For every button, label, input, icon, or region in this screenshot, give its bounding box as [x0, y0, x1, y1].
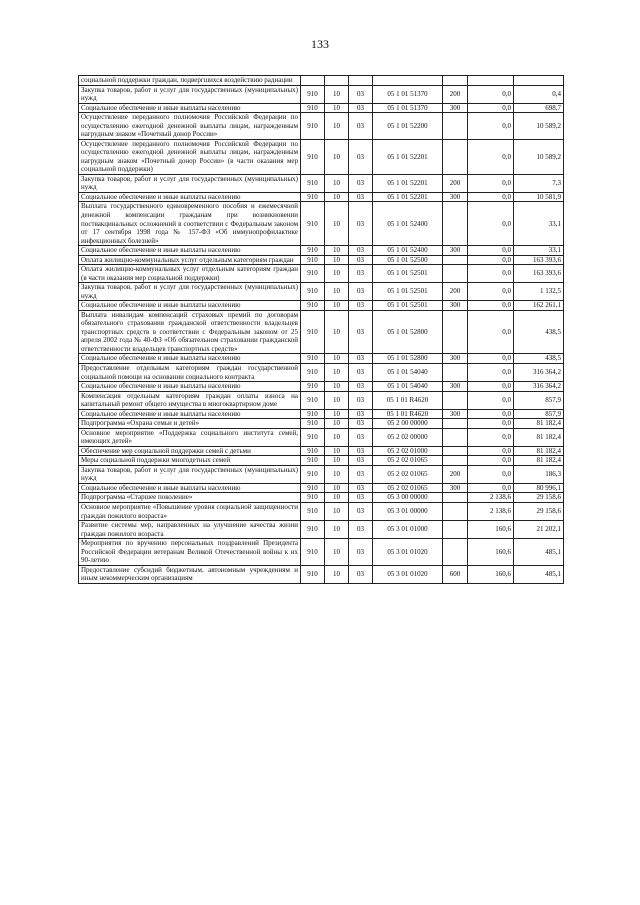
row-name: Подпрограмма «Охрана семьи и детей»	[79, 419, 301, 429]
amount-change: 0,0	[468, 103, 514, 113]
target-article-code: 05 2 02 01000	[373, 446, 443, 456]
amount-total: 438,5	[514, 310, 564, 354]
section-code: 10	[325, 246, 349, 256]
ved-code	[301, 76, 325, 86]
expense-type-code	[443, 76, 468, 86]
expense-type-code	[443, 364, 468, 382]
expense-type-code: 300	[443, 409, 468, 419]
amount-change	[468, 76, 514, 86]
expense-type-code	[443, 310, 468, 354]
row-name: Предоставление отдельным категориям граждан государственной социальной помощи на основании социального контракта	[79, 364, 301, 382]
amount-change: 0,0	[468, 446, 514, 456]
section-code: 10	[325, 409, 349, 419]
table-row	[79, 409, 564, 419]
ved-code: 910	[301, 419, 325, 429]
amount-total: 316 364,2	[514, 382, 564, 392]
row-name: Выплата государственного единовременного пособия и ежемесячной денежной компенсации гражданам при возникновении поствакцинальных осложнений в соответствии с Федеральным законом от 17 сентября 1998 года № 157-ФЗ «Об иммунопрофилактике инфекционных болезней»	[79, 202, 301, 246]
amount-change: 0,0	[468, 428, 514, 446]
section-code: 10	[325, 265, 349, 283]
ved-code: 910	[301, 364, 325, 382]
row-name: Основное мероприятие «Поддержка социального института семей, имеющих детей»	[79, 428, 301, 446]
subsection-code: 03	[349, 539, 373, 566]
subsection-code: 03	[349, 409, 373, 419]
target-article-code: 05 1 01 52501	[373, 283, 443, 301]
amount-change: 0,0	[468, 246, 514, 256]
section-code: 10	[325, 391, 349, 409]
expense-type-code	[443, 539, 468, 566]
section-code	[325, 76, 349, 86]
amount-change: 0,0	[468, 174, 514, 192]
target-article-code: 05 3 01 00000	[373, 502, 443, 520]
row-name: Развитие системы мер, направленных на улучшение качества жизни граждан пожилого возраста	[79, 521, 301, 539]
table-row	[79, 391, 564, 409]
row-name: Закупка товаров, работ и услуг для государственных (муниципальных) нужд	[79, 174, 301, 192]
subsection-code: 03	[349, 246, 373, 256]
row-name: социальной поддержки граждан, подвергшихся воздействию радиации	[79, 76, 301, 86]
row-name: Социальное обеспечение и иные выплаты населению	[79, 382, 301, 392]
target-article-code: 05 1 01 52500	[373, 255, 443, 265]
amount-change: 0,0	[468, 456, 514, 466]
target-article-code: 05 2 00 00000	[373, 419, 443, 429]
ved-code: 910	[301, 103, 325, 113]
table-row	[79, 382, 564, 392]
amount-total: 10 589,2	[514, 139, 564, 174]
subsection-code: 03	[349, 521, 373, 539]
amount-change: 2 138,6	[468, 502, 514, 520]
section-code: 10	[325, 502, 349, 520]
subsection-code: 03	[349, 202, 373, 246]
subsection-code: 03	[349, 364, 373, 382]
subsection-code: 03	[349, 493, 373, 503]
subsection-code	[349, 76, 373, 86]
target-article-code: 05 1 01 52800	[373, 310, 443, 354]
amount-total: 7,3	[514, 174, 564, 192]
amount-total: 29 158,6	[514, 502, 564, 520]
table-row	[79, 192, 564, 202]
section-code: 10	[325, 283, 349, 301]
expense-type-code: 200	[443, 283, 468, 301]
target-article-code: 05 1 01 52201	[373, 139, 443, 174]
amount-total: 0,4	[514, 85, 564, 103]
expense-type-code	[443, 391, 468, 409]
row-name: Социальное обеспечение и иные выплаты населению	[79, 192, 301, 202]
expense-type-code: 200	[443, 465, 468, 483]
amount-total: 857,9	[514, 409, 564, 419]
subsection-code: 03	[349, 502, 373, 520]
subsection-code: 03	[349, 446, 373, 456]
target-article-code: 05 2 02 01065	[373, 483, 443, 493]
ved-code: 910	[301, 539, 325, 566]
amount-total: 33,1	[514, 202, 564, 246]
table-body	[79, 76, 564, 584]
amount-total: 316 364,2	[514, 364, 564, 382]
budget-table	[78, 75, 564, 584]
table-row	[79, 103, 564, 113]
ved-code: 910	[301, 310, 325, 354]
row-name: Социальное обеспечение и иные выплаты населению	[79, 246, 301, 256]
table-row	[79, 521, 564, 539]
section-code: 10	[325, 565, 349, 583]
target-article-code: 05 3 01 01020	[373, 565, 443, 583]
table-row	[79, 265, 564, 283]
expense-type-code	[443, 493, 468, 503]
amount-change: 0,0	[468, 391, 514, 409]
section-code: 10	[325, 483, 349, 493]
row-name: Оплата жилищно-коммунальных услуг отдельным категориям граждан (в части оказания мер социальной поддержки)	[79, 265, 301, 283]
expense-type-code	[443, 456, 468, 466]
amount-change: 0,0	[468, 139, 514, 174]
ved-code: 910	[301, 174, 325, 192]
amount-total: 186,3	[514, 465, 564, 483]
row-name: Социальное обеспечение и иные выплаты населению	[79, 354, 301, 364]
section-code: 10	[325, 174, 349, 192]
section-code: 10	[325, 113, 349, 140]
amount-total: 33,1	[514, 246, 564, 256]
ved-code: 910	[301, 192, 325, 202]
amount-total: 698,7	[514, 103, 564, 113]
amount-change: 0,0	[468, 202, 514, 246]
table-row	[79, 174, 564, 192]
section-code: 10	[325, 85, 349, 103]
section-code: 10	[325, 202, 349, 246]
target-article-code: 05 2 02 00000	[373, 428, 443, 446]
section-code: 10	[325, 521, 349, 539]
expense-type-code	[443, 139, 468, 174]
subsection-code: 03	[349, 391, 373, 409]
amount-total: 857,9	[514, 391, 564, 409]
row-name: Оплата жилищно-коммунальных услуг отдельным категориям граждан	[79, 255, 301, 265]
target-article-code: 05 2 02 01065	[373, 456, 443, 466]
row-name: Осуществление переданного полномочия Российской Федерации по осуществлению ежегодной денежной выплаты лицам, награжденным нагрудным знаком «Почетный донор России» (в части оказания мер социальной поддержки)	[79, 139, 301, 174]
amount-change: 0,0	[468, 192, 514, 202]
amount-change: 0,0	[468, 465, 514, 483]
ved-code: 910	[301, 113, 325, 140]
table-row	[79, 502, 564, 520]
table-row	[79, 139, 564, 174]
row-name: Осуществление переданного полномочия Российской Федерации по осуществлению ежегодной денежной выплаты лицам, награжденным нагрудным знаком «Почетный донор России»	[79, 113, 301, 140]
row-name: Выплата инвалидам компенсаций страховых премий по договорам обязательного страхования гражданской ответственности владельцев транспортных средств в соответствии с Федеральным законом от 25 апреля 2002 года № 40-ФЗ «Об обязательном страховании гражданской ответственности владельцев транспортных средств»	[79, 310, 301, 354]
amount-total: 10 589,2	[514, 113, 564, 140]
expense-type-code: 200	[443, 85, 468, 103]
row-name: Закупка товаров, работ и услуг для государственных (муниципальных) нужд	[79, 85, 301, 103]
section-code: 10	[325, 301, 349, 311]
table-row	[79, 310, 564, 354]
ved-code: 910	[301, 382, 325, 392]
row-name: Закупка товаров, работ и услуг для государственных (муниципальных) нужд	[79, 465, 301, 483]
expense-type-code	[443, 502, 468, 520]
amount-change: 0,0	[468, 113, 514, 140]
amount-total: 10 581,9	[514, 192, 564, 202]
subsection-code: 03	[349, 310, 373, 354]
ved-code: 910	[301, 428, 325, 446]
subsection-code: 03	[349, 456, 373, 466]
row-name: Подпрограмма «Старшее поколение»	[79, 493, 301, 503]
expense-type-code	[443, 428, 468, 446]
table-row	[79, 483, 564, 493]
amount-change: 160,6	[468, 565, 514, 583]
target-article-code: 05 1 01 54040	[373, 382, 443, 392]
subsection-code: 03	[349, 465, 373, 483]
amount-total: 81 182,4	[514, 446, 564, 456]
amount-change: 0,0	[468, 483, 514, 493]
row-name: Закупка товаров, работ и услуг для государственных (муниципальных) нужд	[79, 283, 301, 301]
row-name: Компенсация отдельным категориям граждан оплаты взноса на капитальный ремонт общего имущества в многоквартирном доме	[79, 391, 301, 409]
section-code: 10	[325, 456, 349, 466]
expense-type-code	[443, 446, 468, 456]
expense-type-code: 200	[443, 174, 468, 192]
amount-change: 2 138,6	[468, 493, 514, 503]
subsection-code: 03	[349, 103, 373, 113]
target-article-code: 05 1 01 R4620	[373, 391, 443, 409]
section-code: 10	[325, 428, 349, 446]
ved-code: 910	[301, 521, 325, 539]
table-row	[79, 446, 564, 456]
target-article-code: 05 1 01 R4620	[373, 409, 443, 419]
subsection-code: 03	[349, 483, 373, 493]
table-row	[79, 493, 564, 503]
expense-type-code	[443, 521, 468, 539]
ved-code: 910	[301, 301, 325, 311]
expense-type-code: 300	[443, 483, 468, 493]
expense-type-code	[443, 255, 468, 265]
amount-change: 0,0	[468, 310, 514, 354]
amount-change: 0,0	[468, 283, 514, 301]
table-row	[79, 364, 564, 382]
subsection-code: 03	[349, 419, 373, 429]
target-article-code: 05 1 01 51370	[373, 85, 443, 103]
amount-total: 485,1	[514, 565, 564, 583]
target-article-code: 05 1 01 52400	[373, 202, 443, 246]
section-code: 10	[325, 192, 349, 202]
ved-code: 910	[301, 255, 325, 265]
ved-code: 910	[301, 465, 325, 483]
section-code: 10	[325, 465, 349, 483]
section-code: 10	[325, 364, 349, 382]
ved-code: 910	[301, 502, 325, 520]
amount-total: 162 261,1	[514, 301, 564, 311]
amount-change: 0,0	[468, 265, 514, 283]
row-name: Меры социальной поддержки многодетных семей	[79, 456, 301, 466]
section-code: 10	[325, 139, 349, 174]
amount-total: 80 996,1	[514, 483, 564, 493]
subsection-code: 03	[349, 565, 373, 583]
table-row	[79, 85, 564, 103]
amount-change: 0,0	[468, 85, 514, 103]
ved-code: 910	[301, 493, 325, 503]
section-code: 10	[325, 539, 349, 566]
subsection-code: 03	[349, 192, 373, 202]
row-name: Социальное обеспечение и иные выплаты населению	[79, 103, 301, 113]
table-row	[79, 354, 564, 364]
ved-code: 910	[301, 391, 325, 409]
subsection-code: 03	[349, 428, 373, 446]
amount-total: 163 393,6	[514, 255, 564, 265]
ved-code: 910	[301, 483, 325, 493]
table-row	[79, 76, 564, 86]
target-article-code: 05 1 01 52800	[373, 354, 443, 364]
expense-type-code: 300	[443, 354, 468, 364]
table-row	[79, 539, 564, 566]
amount-change: 0,0	[468, 301, 514, 311]
target-article-code: 05 1 01 52201	[373, 192, 443, 202]
ved-code: 910	[301, 283, 325, 301]
amount-total: 438,5	[514, 354, 564, 364]
table-row	[79, 419, 564, 429]
section-code: 10	[325, 493, 349, 503]
expense-type-code: 300	[443, 192, 468, 202]
target-article-code	[373, 76, 443, 86]
ved-code: 910	[301, 265, 325, 283]
target-article-code: 05 1 01 52400	[373, 246, 443, 256]
row-name: Основное мероприятие «Повышение уровня социальной защищенности граждан пожилого возраста»	[79, 502, 301, 520]
ved-code: 910	[301, 565, 325, 583]
subsection-code: 03	[349, 113, 373, 140]
subsection-code: 03	[349, 174, 373, 192]
table-row	[79, 246, 564, 256]
target-article-code: 05 3 01 01000	[373, 521, 443, 539]
amount-change: 0,0	[468, 409, 514, 419]
target-article-code: 05 1 01 51370	[373, 103, 443, 113]
amount-change: 0,0	[468, 364, 514, 382]
subsection-code: 03	[349, 139, 373, 174]
expense-type-code	[443, 113, 468, 140]
section-code: 10	[325, 310, 349, 354]
subsection-code: 03	[349, 85, 373, 103]
target-article-code: 05 1 01 52501	[373, 301, 443, 311]
subsection-code: 03	[349, 301, 373, 311]
table-row	[79, 565, 564, 583]
row-name: Социальное обеспечение и иные выплаты населению	[79, 409, 301, 419]
section-code: 10	[325, 255, 349, 265]
subsection-code: 03	[349, 354, 373, 364]
amount-total: 81 182,4	[514, 428, 564, 446]
amount-total: 81 182,4	[514, 456, 564, 466]
section-code: 10	[325, 446, 349, 456]
amount-total: 81 182,4	[514, 419, 564, 429]
row-name: Мероприятия по вручению персональных поздравлений Президента Российской Федерации ветеранам Великой Отечественной войны к их 90-летию	[79, 539, 301, 566]
ved-code: 910	[301, 246, 325, 256]
table-row	[79, 202, 564, 246]
subsection-code: 03	[349, 382, 373, 392]
expense-type-code: 300	[443, 382, 468, 392]
page-number: 133	[311, 37, 329, 51]
amount-change: 0,0	[468, 255, 514, 265]
amount-total	[514, 76, 564, 86]
amount-total: 29 158,6	[514, 493, 564, 503]
target-article-code: 05 2 02 01065	[373, 465, 443, 483]
ved-code: 910	[301, 354, 325, 364]
amount-total: 1 132,5	[514, 283, 564, 301]
target-article-code: 05 3 00 00000	[373, 493, 443, 503]
amount-total: 21 202,1	[514, 521, 564, 539]
section-code: 10	[325, 382, 349, 392]
target-article-code: 05 1 01 52200	[373, 113, 443, 140]
target-article-code: 05 3 01 01020	[373, 539, 443, 566]
ved-code: 910	[301, 85, 325, 103]
table-row	[79, 301, 564, 311]
subsection-code: 03	[349, 283, 373, 301]
table-row	[79, 113, 564, 140]
expense-type-code: 300	[443, 246, 468, 256]
subsection-code: 03	[349, 255, 373, 265]
amount-total: 485,1	[514, 539, 564, 566]
expense-type-code	[443, 265, 468, 283]
table-row	[79, 465, 564, 483]
table-row	[79, 456, 564, 466]
row-name: Обеспечение мер социальной поддержки семей с детьми	[79, 446, 301, 456]
amount-change: 160,6	[468, 521, 514, 539]
amount-change: 160,6	[468, 539, 514, 566]
table-row	[79, 255, 564, 265]
row-name: Социальное обеспечение и иные выплаты населению	[79, 483, 301, 493]
ved-code: 910	[301, 409, 325, 419]
ved-code: 910	[301, 202, 325, 246]
target-article-code: 05 1 01 54040	[373, 364, 443, 382]
amount-change: 0,0	[468, 419, 514, 429]
expense-type-code	[443, 419, 468, 429]
expense-type-code	[443, 202, 468, 246]
section-code: 10	[325, 103, 349, 113]
expense-type-code: 300	[443, 103, 468, 113]
row-name: Социальное обеспечение и иные выплаты населению	[79, 301, 301, 311]
table-row	[79, 428, 564, 446]
ved-code: 910	[301, 456, 325, 466]
table-row	[79, 283, 564, 301]
target-article-code: 05 1 01 52501	[373, 265, 443, 283]
ved-code: 910	[301, 139, 325, 174]
expense-type-code: 600	[443, 565, 468, 583]
row-name: Предоставление субсидий бюджетным, автономным учреждениям и иным некоммерческим организациям	[79, 565, 301, 583]
expense-type-code: 300	[443, 301, 468, 311]
amount-change: 0,0	[468, 382, 514, 392]
ved-code: 910	[301, 446, 325, 456]
target-article-code: 05 1 01 52201	[373, 174, 443, 192]
amount-total: 163 393,6	[514, 265, 564, 283]
amount-change: 0,0	[468, 354, 514, 364]
section-code: 10	[325, 419, 349, 429]
section-code: 10	[325, 354, 349, 364]
subsection-code: 03	[349, 265, 373, 283]
